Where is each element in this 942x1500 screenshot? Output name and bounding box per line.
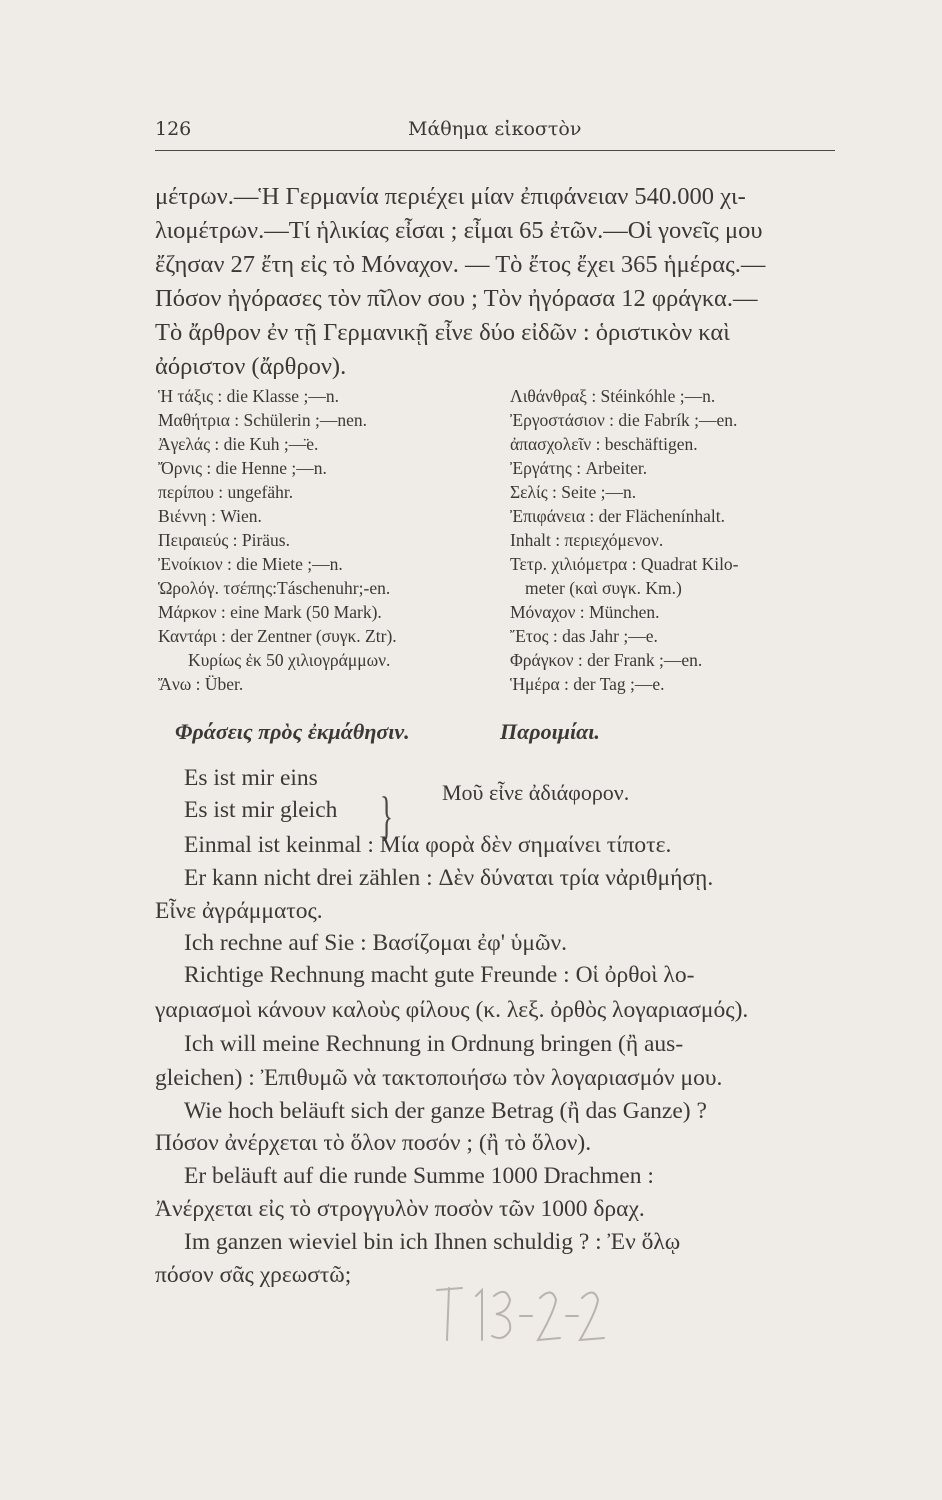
intro-line: Πόσον ἠγόρασες τὸν πῖλον σου ; Τὸν ἠγόρασα 12 φράγκα.—: [155, 285, 758, 312]
page-number: 126: [155, 118, 192, 140]
vocab-right-item: Ἐπιφάνεια : der Flächenínhalt.: [510, 506, 725, 526]
vocab-left-item: Βιέννη : Wien.: [158, 506, 262, 526]
phrase-pair-line: Es ist mir gleich: [184, 797, 338, 823]
intro-line: Τὸ ἄρθρον ἐν τῇ Γερμανικῇ εἶνε δύο εἰδῶν : ὁριστικὸν καὶ: [155, 319, 730, 346]
section-heading-phrases: Φράσεις πρὸς ἐκμάθησιν.: [175, 719, 410, 744]
vocab-left-item: Ὡρολόγ. τσέπης:Táschenuhr;-en.: [158, 578, 391, 598]
header-rule: [155, 150, 835, 151]
vocab-left-item: περίπου : ungefähr.: [158, 482, 294, 502]
vocab-left-item: Καντάρι : der Zentner (συγκ. Ztr).: [158, 626, 397, 646]
phrase-line: Ich will meine Rechnung in Ordnung bringen (ἢ aus-: [184, 1031, 684, 1057]
vocab-right-item: Ἐργοστάσιον : die Fabrík ;—en.: [510, 410, 738, 430]
vocab-left-item: Ἀγελάς : die Kuh ;—̈e.: [158, 434, 319, 454]
intro-line: λιομέτρων.—Τί ἡλικίας εἶσαι ; εἶμαι 65 ἐτῶν.—Οἱ γονεῖς μου: [155, 217, 763, 244]
vocab-right-item: Ἡμέρα : der Tag ;—e.: [510, 674, 665, 694]
vocab-right-item: Ἔτος : das Jahr ;—e.: [510, 626, 658, 646]
vocab-right-item: Λιθάνθραξ : Stéinkóhle ;—n.: [510, 386, 716, 406]
vocab-left-item: Κυρίως ἐκ 50 χιλιογράμμων.: [188, 650, 391, 670]
vocab-right-item: Ἐργάτης : Arbeiter.: [510, 458, 648, 478]
vocab-right-item: Σελίς : Seite ;—n.: [510, 482, 637, 502]
phrase-pair-line: Es ist mir eins: [184, 765, 318, 791]
section-heading-proverbs: Παροιμίαι.: [500, 719, 600, 744]
phrase-line: Εἶνε ἀγράμματος.: [155, 898, 323, 924]
phrase-line: Er kann nicht drei zählen : Δὲν δύναται τρία νἀριθμήσῃ.: [184, 865, 714, 891]
vocab-left-item: Ὄρνις : die Henne ;—n.: [158, 458, 327, 478]
phrase-line: Ἀνέρχεται εἰς τὸ στρογγυλὸν ποσὸν τῶν 1000 δραχ.: [155, 1196, 645, 1222]
phrase-line: γαριασμοὶ κάνουν καλοὺς φίλους (κ. λεξ. ὀρθὸς λογαριασμός).: [155, 997, 749, 1023]
phrase-line: Wie hoch beläuft sich der ganze Betrag (ἢ das Ganze) ?: [184, 1098, 707, 1124]
vocab-left-item: Ἐνοίκιον : die Miete ;—n.: [158, 554, 343, 574]
vocab-left-item: Πειραιεύς : Piräus.: [158, 530, 290, 550]
vocab-left-item: Μαθήτρια : Schülerin ;—nen.: [158, 410, 367, 430]
vocab-left-item: Ἡ τάξις : die Klasse ;—n.: [158, 386, 339, 406]
phrase-line: Ich rechne auf Sie : Βασίζομαι ἐφ' ὑμῶν.: [184, 930, 567, 956]
vocab-right-item: Φράγκον : der Frank ;—en.: [510, 650, 703, 670]
vocab-left-item: Μάρκον : eine Mark (50 Mark).: [158, 602, 382, 622]
intro-line: ἔζησαν 27 ἔτη εἰς τὸ Μόναχον. — Τὸ ἔτος ἔχει 365 ἡμέρας.—: [155, 251, 766, 278]
vocab-right-item: meter (καὶ συγκ. Km.): [525, 578, 682, 598]
pencil-annotation: [432, 1278, 612, 1348]
phrase-line: Πόσον ἀνέρχεται τὸ ὅλον ποσόν ; (ἢ τὸ ὅλον).: [155, 1130, 592, 1156]
vocab-right-item: Τετρ. χιλιόμετρα : Quadrat Kilo-: [510, 554, 739, 574]
intro-line: ἀόριστον (ἄρθρον).: [155, 353, 347, 380]
vocab-right-item: ἀπασχολεῖν : beschäftigen.: [510, 434, 698, 454]
phrase-line: Im ganzen wieviel bin ich Ihnen schuldig ? : Ἐν ὅλῳ: [184, 1229, 681, 1255]
phrase-pair-translation: Μοῦ εἶνε ἀδιάφορον.: [442, 780, 630, 805]
phrase-line: Er beläuft auf die runde Summe 1000 Drachmen :: [184, 1163, 654, 1189]
phrase-line: Einmal ist keinmal : Μία φορὰ δὲν σημαίνει τίποτε.: [184, 832, 672, 858]
phrase-line: gleichen) : Ἐπιθυμῶ νὰ τακτοποιήσω τὸν λογαριασμόν μου.: [155, 1065, 723, 1091]
vocab-left-item: Ἄνω : Über.: [158, 674, 244, 694]
phrase-line: Richtige Rechnung macht gute Freunde : Οἱ ὀρθοὶ λο-: [184, 962, 695, 988]
page-title: Μάθημα εἰκοστὸν: [408, 118, 582, 140]
vocab-right-item: Μόναχον : München.: [510, 602, 660, 622]
phrase-line: πόσον σᾶς χρεωστῶ;: [155, 1262, 352, 1288]
brace-icon: }: [380, 786, 393, 846]
intro-line: μέτρων.—Ἡ Γερμανία περιέχει μίαν ἐπιφάνειαν 540.000 χι-: [155, 183, 746, 210]
vocab-right-item: Inhalt : περιεχόμενον.: [510, 530, 664, 550]
